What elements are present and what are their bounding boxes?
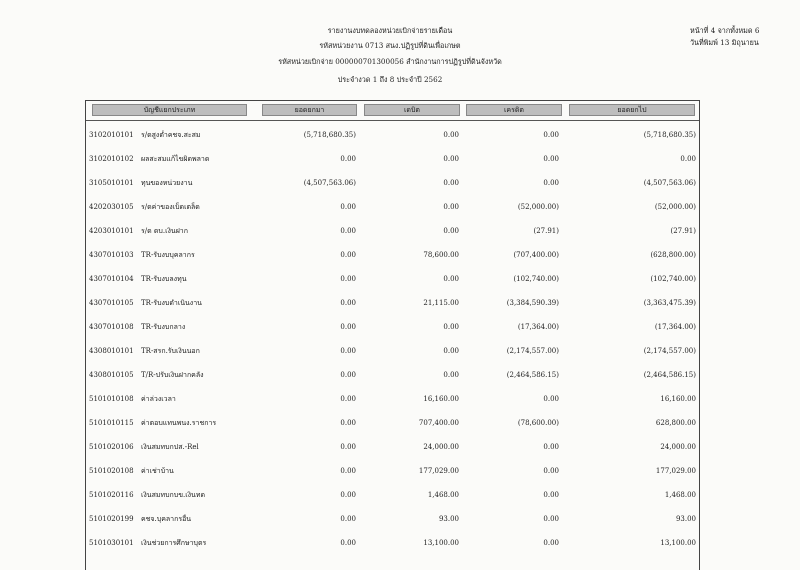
debit-value: 0.00 [443, 347, 459, 355]
brought-forward-value: 0.00 [340, 539, 356, 547]
brought-forward-value: 0.00 [340, 203, 356, 211]
table-row [86, 441, 699, 453]
account-name: ทุนของหน่วยงาน [141, 179, 193, 187]
col-carried-forward: ยอดยกไป [569, 104, 695, 116]
carried-forward-value: (52,000.00) [654, 203, 696, 211]
debit-value: 24,000.00 [423, 443, 459, 451]
ledger-table [85, 100, 700, 570]
credit-value: 0.00 [543, 131, 559, 139]
credit-value: (3,384,590.39) [506, 299, 559, 307]
debit-value: 13,100.00 [423, 539, 459, 547]
agency-code: รหัสหน่วยงาน 0713 สนง.ปฏิรูปที่ดินเพื่อเกษต [319, 41, 461, 50]
account-code: 4308010105 [89, 371, 134, 379]
account-code: 4307010108 [89, 323, 134, 331]
print-date: วันที่พิมพ์ 13 มิถุนายน [690, 38, 759, 47]
account-code: 5101030101 [89, 539, 134, 547]
debit-value: 78,600.00 [423, 251, 459, 259]
account-name: เงินสมทบกบข.เงินทด [141, 491, 205, 499]
debit-value: 93.00 [438, 515, 459, 523]
table-row [86, 129, 699, 141]
carried-forward-value: (2,174,557.00) [643, 347, 696, 355]
table-row [86, 513, 699, 525]
credit-value: (27.91) [533, 227, 559, 235]
account-code: 4308010101 [89, 347, 134, 355]
table-row [86, 465, 699, 477]
account-code: 5101020106 [89, 443, 134, 451]
disbursement-unit: รหัสหน่วยเบิกจ่าย 000000701300056 สำนักงานการปฏิรูปที่ดินจังหวัด [278, 57, 502, 66]
debit-value: 0.00 [443, 275, 459, 283]
account-name: ค่าเช่าบ้าน [141, 467, 174, 475]
carried-forward-value: (27.91) [670, 227, 696, 235]
table-row [86, 537, 699, 549]
table-row [86, 489, 699, 501]
debit-value: 0.00 [443, 371, 459, 379]
account-code: 5101020116 [89, 491, 134, 499]
account-name: TR-รับงบลงทุน [141, 275, 187, 283]
table-row [86, 201, 699, 213]
credit-value: (17,364.00) [517, 323, 559, 331]
account-code: 4203010101 [89, 227, 134, 235]
account-name: ร/ด ดบ.เงินฝาก [141, 227, 188, 235]
credit-value: (102,740.00) [513, 275, 559, 283]
carried-forward-value: (3,363,475.39) [643, 299, 696, 307]
debit-value: 0.00 [443, 227, 459, 235]
brought-forward-value: 0.00 [340, 347, 356, 355]
brought-forward-value: 0.00 [340, 467, 356, 475]
table-row [86, 321, 699, 333]
account-code: 4202030105 [89, 203, 134, 211]
table-row [86, 225, 699, 237]
credit-value: 0.00 [543, 395, 559, 403]
carried-forward-value: (628,800.00) [650, 251, 696, 259]
debit-value: 0.00 [443, 131, 459, 139]
account-name: TR-รับงบบุคลากร [141, 251, 195, 259]
table-row [86, 417, 699, 429]
carried-forward-value: 177,029.00 [655, 467, 696, 475]
brought-forward-value: 0.00 [340, 443, 356, 451]
debit-value: 21,115.00 [423, 299, 459, 307]
carried-forward-value: 13,100.00 [660, 539, 696, 547]
table-row [86, 153, 699, 165]
brought-forward-value: 0.00 [340, 323, 356, 331]
debit-value: 0.00 [443, 179, 459, 187]
credit-value: 0.00 [543, 491, 559, 499]
account-name: เงินสมทบกปส.-Rel [141, 443, 199, 451]
page-number: หน้าที่ 4 จากทั้งหมด 6 [690, 26, 760, 35]
col-brought-forward: ยอดยกมา [262, 104, 357, 116]
col-credit: เครดิต [466, 104, 562, 116]
table-header [86, 101, 699, 121]
carried-forward-value: (17,364.00) [654, 323, 696, 331]
carried-forward-value: (2,464,586.15) [643, 371, 696, 379]
credit-value: (52,000.00) [517, 203, 559, 211]
account-code: 4307010104 [89, 275, 134, 283]
carried-forward-value: 1,468.00 [664, 491, 696, 499]
table-row [86, 249, 699, 261]
account-name: เงินช่วยการศึกษาบุตร [141, 539, 207, 547]
table-row [86, 297, 699, 309]
table-row [86, 369, 699, 381]
account-code: 3105010101 [89, 179, 134, 187]
carried-forward-value: 24,000.00 [660, 443, 696, 451]
brought-forward-value: 0.00 [340, 155, 356, 163]
credit-value: 0.00 [543, 467, 559, 475]
account-code: 3102010101 [89, 131, 134, 139]
account-code: 5101010108 [89, 395, 134, 403]
brought-forward-value: 0.00 [340, 419, 356, 427]
table-row [86, 393, 699, 405]
credit-value: (2,464,586.15) [506, 371, 559, 379]
account-name: ค่าล่วงเวลา [141, 395, 176, 403]
account-code: 5101010115 [89, 419, 134, 427]
carried-forward-value: 16,160.00 [660, 395, 696, 403]
debit-value: 0.00 [443, 155, 459, 163]
account-code: 5101020199 [89, 515, 134, 523]
carried-forward-value: 0.00 [680, 155, 696, 163]
carried-forward-value: 93.00 [675, 515, 696, 523]
brought-forward-value: 0.00 [340, 395, 356, 403]
account-name: ร/ดสูงต่ำคชจ.สะสม [141, 131, 201, 139]
account-code: 3102010102 [89, 155, 134, 163]
account-name: TR-รับงบดำเนินงาน [141, 299, 202, 307]
col-debit: เดบิต [364, 104, 460, 116]
account-name: T/R-ปรับเงินฝากคลัง [141, 371, 204, 379]
account-name: TR-สรก.รับเงินนอก [141, 347, 200, 355]
carried-forward-value: (102,740.00) [650, 275, 696, 283]
brought-forward-value: 0.00 [340, 299, 356, 307]
brought-forward-value: (5,718,680.35) [303, 131, 356, 139]
brought-forward-value: (4,507,563.06) [303, 179, 356, 187]
carried-forward-value: (4,507,563.06) [643, 179, 696, 187]
credit-value: 0.00 [543, 443, 559, 451]
brought-forward-value: 0.00 [340, 275, 356, 283]
credit-value: 0.00 [543, 179, 559, 187]
debit-value: 16,160.00 [423, 395, 459, 403]
credit-value: (2,174,557.00) [506, 347, 559, 355]
account-name: ร/ดค่าของเบ็ดเตล็ด [141, 203, 200, 211]
account-code: 4307010105 [89, 299, 134, 307]
account-code: 4307010103 [89, 251, 134, 259]
table-row [86, 273, 699, 285]
brought-forward-value: 0.00 [340, 251, 356, 259]
debit-value: 707,400.00 [418, 419, 459, 427]
table-row [86, 177, 699, 189]
brought-forward-value: 0.00 [340, 371, 356, 379]
brought-forward-value: 0.00 [340, 227, 356, 235]
col-account: บัญชีแยกประเภท [92, 104, 247, 116]
debit-value: 1,468.00 [427, 491, 459, 499]
credit-value: (707,400.00) [513, 251, 559, 259]
credit-value: 0.00 [543, 155, 559, 163]
account-name: TR-รับงบกลาง [141, 323, 186, 331]
report-title: รายงานงบทดลองหน่วยเบิกจ่ายรายเดือน [327, 26, 453, 35]
brought-forward-value: 0.00 [340, 491, 356, 499]
brought-forward-value: 0.00 [340, 515, 356, 523]
credit-value: 0.00 [543, 515, 559, 523]
credit-value: 0.00 [543, 539, 559, 547]
account-name: ผลสะสมแก้ไขผิดพลาด [141, 155, 210, 163]
carried-forward-value: (5,718,680.35) [643, 131, 696, 139]
debit-value: 177,029.00 [418, 467, 459, 475]
table-row [86, 345, 699, 357]
carried-forward-value: 628,800.00 [655, 419, 696, 427]
account-name: ค่าตอบแทนพนง.ราชการ [141, 419, 217, 427]
account-code: 5101020108 [89, 467, 134, 475]
account-name: คชจ.บุคลากรอื่น [141, 515, 192, 523]
debit-value: 0.00 [443, 203, 459, 211]
period: ประจำงวด 1 ถึง 8 ประจำปี 2562 [337, 75, 443, 84]
credit-value: (78,600.00) [517, 419, 559, 427]
debit-value: 0.00 [443, 323, 459, 331]
